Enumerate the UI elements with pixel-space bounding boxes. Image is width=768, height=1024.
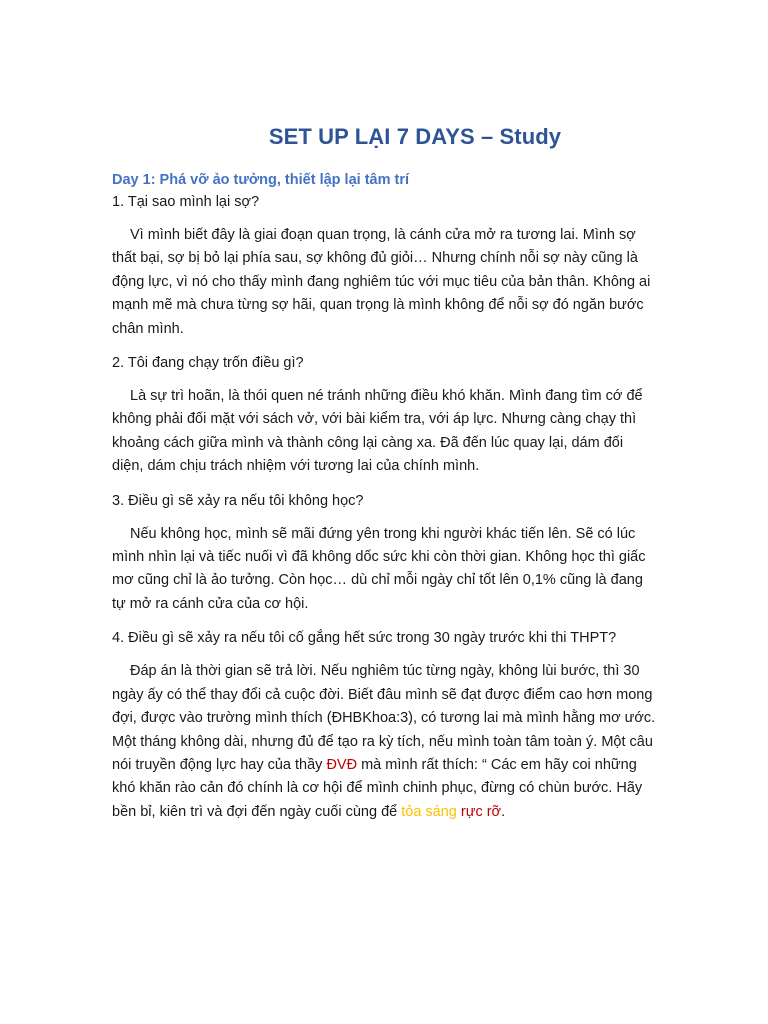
question-1: 1. Tại sao mình lại sợ? [112,194,260,210]
highlight-red-text: rực rỡ [460,803,502,820]
answer-4-part-1: Đáp án là thời gian sẽ trả lời. Nếu nghiêm túc từng ngày, không lùi bước, thì 30 ngày ấy có thể thay đổi cả cuộc đời. Biết đâu mình sẽ đạt được điểm cao hơn mong đợi, được vào trường mình thích (ĐHBKhoa:3), có tương lai mà mình hằng mơ ước. Một tháng không dài, nhưng đủ để tạo ra kỳ tích, nếu mình toàn tâm toàn ý. Một câu nói truyền động lực hay của thầy [112,663,656,773]
answer-1: Vì mình biết đây là giai đoạn quan trọng, là cánh cửa mở ra tương lai. Mình sợ thất bại, sợ bị bỏ lại phía sau, sợ không đủ giỏi… Nhưng chính nỗi sợ này cũng là động lực, vì nó cho thấy mình đang nghiêm túc với mục tiêu của bản thân. Không ai mạnh mẽ mà chưa từng sợ hãi, quan trọng là mình không để nỗi sợ đó ngăn bước chân mình. [112,227,651,337]
answer-3: Nếu không học, mình sẽ mãi đứng yên trong khi người khác tiến lên. Sẽ có lúc mình nhìn lại và tiếc nuối vì đã không dốc sức khi còn thời gian. Không học thì giấc mơ cũng chỉ là ảo tưởng. Còn học… dù chỉ mỗi ngày chỉ tốt lên 0,1% cũng là đang tự mở ra cánh cửa của cơ hội. [112,525,646,612]
answer-4-part-2: mà mình rất thích: “ Các em hãy coi những khó khăn rào cản đó chính là cơ hội để mình chinh phục, đừng có chùn bước. Hãy bền bỉ, kiên trì và đợi đến ngày cuối cùng để [112,756,643,820]
day-heading: Day 1: Phá vỡ ảo tưởng, thiết lập lại tâm trí [112,172,410,188]
answer-4 [112,660,658,824]
page-title: SET UP LẠI 7 DAYS – Study [268,124,562,149]
question-3: 3. Điều gì sẽ xảy ra nếu tôi không học? [112,492,364,509]
answer-4-end: . [501,803,506,820]
question-4: 4. Điều gì sẽ xảy ra nếu tôi cố gắng hết sức trong 30 ngày trước khi thi THPT? [112,630,617,647]
question-2: 2. Tôi đang chạy trốn điều gì? [112,355,304,372]
answer-2: Là sự trì hoãn, là thói quen né tránh những điều khó khăn. Mình đang tìm cớ để không phải đối mặt với sách vở, với bài kiểm tra, với áp lực. Nhưng càng chạy thì khoảng cách giữa mình và thành công lại càng xa. Đã đến lúc quay lại, dám đối diện, dám chịu trách nhiệm với tương lai của chính mình. [112,388,643,475]
highlight-gold-text: tỏa sáng [401,803,457,820]
teacher-name: ĐVĐ [326,756,358,773]
